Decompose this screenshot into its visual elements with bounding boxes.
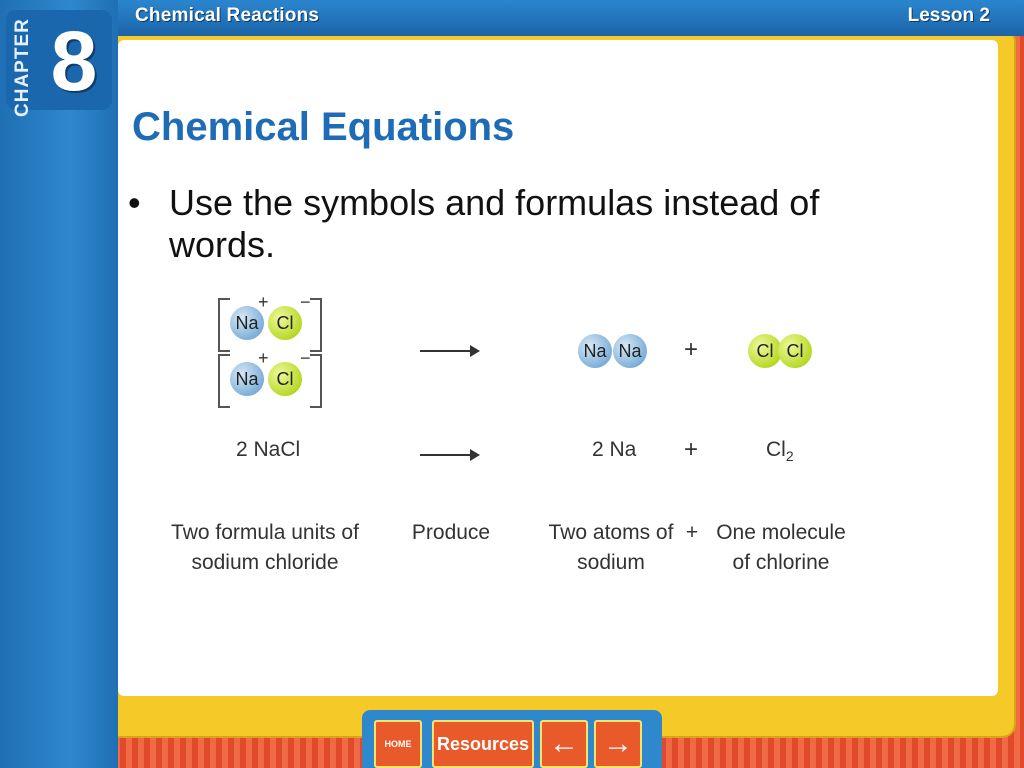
chlorine-atom: Cl — [778, 334, 812, 368]
page-title: Chemical Equations — [132, 105, 515, 149]
bracket-right — [310, 354, 322, 408]
chlorine-subscript: 2 — [785, 448, 794, 465]
description-chlorine: One molecule of chlorine — [716, 521, 846, 574]
chlorine-atom: Cl — [748, 334, 782, 368]
sodium-atom: Na — [578, 334, 612, 368]
reaction-diagram — [160, 290, 860, 590]
charge-minus: − — [300, 292, 311, 312]
bracket-left — [218, 354, 230, 408]
reaction-arrow — [420, 350, 478, 352]
equation-reactant: 2 NaCl — [236, 438, 301, 461]
description-plus: + — [685, 521, 699, 544]
chapter-badge — [6, 10, 112, 118]
bullet-dot: • — [128, 182, 141, 223]
header-title: Chemical Reactions — [135, 5, 320, 26]
bracket-left — [218, 298, 230, 352]
bullet-text: Use the symbols and formulas instead of words. — [169, 182, 820, 265]
sodium-atom: Na — [230, 306, 264, 340]
equation-product-chlorine — [766, 438, 794, 464]
description-sodium: Two atoms of sodium — [548, 521, 674, 574]
next-arrow-icon[interactable]: → — [594, 720, 642, 768]
bottom-nav — [362, 710, 662, 768]
sodium-atom: Na — [230, 362, 264, 396]
equation-product-sodium: 2 Na — [592, 438, 637, 461]
chapter-word: CHAPTER — [12, 18, 33, 118]
sodium-atom: Na — [613, 334, 647, 368]
lesson-label: Lesson 2 — [907, 5, 990, 26]
equation-plus: + — [684, 436, 699, 463]
bracket-right — [310, 298, 322, 352]
charge-plus: + — [258, 348, 269, 368]
reaction-arrow — [420, 454, 478, 456]
chlorine-atom: Cl — [268, 306, 302, 340]
charge-minus: − — [300, 348, 311, 368]
chlorine-symbol: Cl — [766, 438, 786, 461]
resources-button[interactable]: Resources — [432, 720, 534, 768]
plus-sign: + — [684, 336, 699, 363]
home-button[interactable]: HOME — [374, 720, 422, 768]
charge-plus: + — [258, 292, 269, 312]
previous-arrow-icon[interactable]: ← — [540, 720, 588, 768]
chlorine-atom: Cl — [268, 362, 302, 396]
description-arrow: Produce — [411, 521, 491, 544]
chapter-number: 8 — [50, 14, 98, 108]
description-reactant: Two formula units of sodium chloride — [171, 521, 359, 574]
